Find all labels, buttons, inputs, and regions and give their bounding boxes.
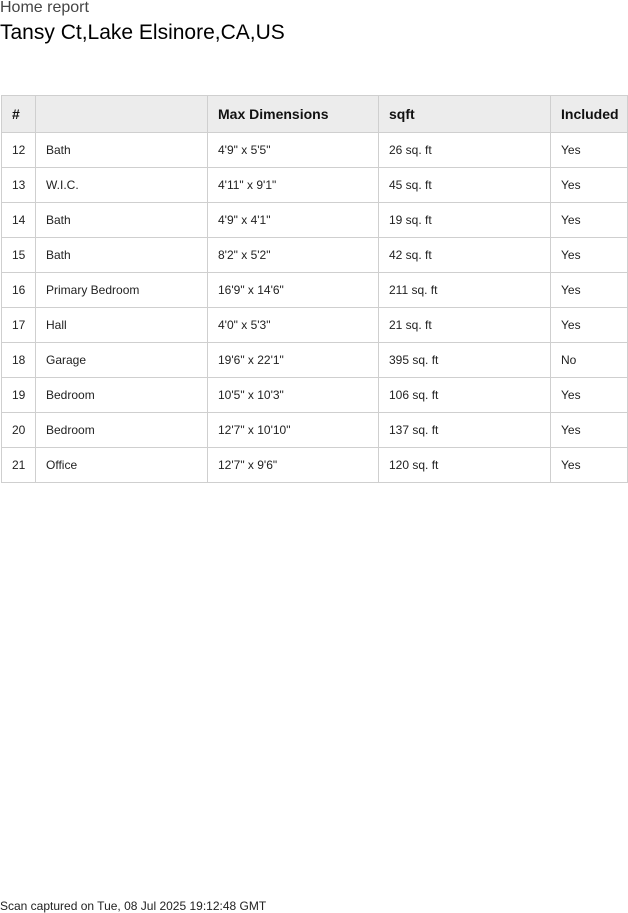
room-number: 18	[2, 343, 36, 378]
room-included: Yes	[551, 133, 628, 168]
room-sqft: 137 sq. ft	[379, 413, 551, 448]
room-number: 15	[2, 238, 36, 273]
report-subtitle: Home report	[0, 0, 89, 16]
column-header-max-dimensions: Max Dimensions	[208, 96, 379, 133]
room-dimensions: 4'9" x 4'1"	[208, 203, 379, 238]
room-name: Hall	[36, 308, 208, 343]
room-sqft: 106 sq. ft	[379, 378, 551, 413]
room-number: 17	[2, 308, 36, 343]
property-address-title: Tansy Ct,Lake Elsinore,CA,US	[0, 21, 285, 44]
room-included: Yes	[551, 413, 628, 448]
room-sqft: 395 sq. ft	[379, 343, 551, 378]
room-included: Yes	[551, 273, 628, 308]
column-header-room	[36, 96, 208, 133]
table-row	[2, 413, 628, 448]
room-sqft: 45 sq. ft	[379, 168, 551, 203]
room-number: 14	[2, 203, 36, 238]
table-row	[2, 133, 628, 168]
room-sqft: 211 sq. ft	[379, 273, 551, 308]
room-name: Garage	[36, 343, 208, 378]
table-row	[2, 238, 628, 273]
room-name: Primary Bedroom	[36, 273, 208, 308]
room-dimensions: 8'2" x 5'2"	[208, 238, 379, 273]
room-name: W.I.C.	[36, 168, 208, 203]
room-number: 20	[2, 413, 36, 448]
table-row	[2, 203, 628, 238]
room-included: Yes	[551, 308, 628, 343]
scan-timestamp: Scan captured on Tue, 08 Jul 2025 19:12:48 GMT	[0, 899, 267, 913]
room-dimensions: 4'9" x 5'5"	[208, 133, 379, 168]
rooms-table	[1, 95, 628, 483]
room-number: 12	[2, 133, 36, 168]
room-included: Yes	[551, 203, 628, 238]
room-included: Yes	[551, 238, 628, 273]
room-included: Yes	[551, 378, 628, 413]
room-number: 19	[2, 378, 36, 413]
room-name: Bath	[36, 203, 208, 238]
room-dimensions: 12'7" x 9'6"	[208, 448, 379, 483]
table-row	[2, 343, 628, 378]
room-dimensions: 16'9" x 14'6"	[208, 273, 379, 308]
room-dimensions: 19'6" x 22'1"	[208, 343, 379, 378]
room-sqft: 26 sq. ft	[379, 133, 551, 168]
room-number: 13	[2, 168, 36, 203]
column-header-included: Included	[551, 96, 628, 133]
table-header-row	[2, 96, 628, 133]
room-dimensions: 12'7" x 10'10"	[208, 413, 379, 448]
room-name: Bedroom	[36, 378, 208, 413]
room-included: No	[551, 343, 628, 378]
table-row	[2, 308, 628, 343]
table-row	[2, 378, 628, 413]
room-dimensions: 4'0" x 5'3"	[208, 308, 379, 343]
room-sqft: 42 sq. ft	[379, 238, 551, 273]
column-header-number: #	[2, 96, 36, 133]
room-sqft: 21 sq. ft	[379, 308, 551, 343]
room-number: 16	[2, 273, 36, 308]
column-header-sqft: sqft	[379, 96, 551, 133]
table-row	[2, 448, 628, 483]
room-sqft: 19 sq. ft	[379, 203, 551, 238]
room-name: Bath	[36, 238, 208, 273]
room-dimensions: 4'11" x 9'1"	[208, 168, 379, 203]
room-included: Yes	[551, 448, 628, 483]
table-row	[2, 273, 628, 308]
room-name: Bedroom	[36, 413, 208, 448]
table-row	[2, 168, 628, 203]
room-sqft: 120 sq. ft	[379, 448, 551, 483]
room-name: Bath	[36, 133, 208, 168]
room-name: Office	[36, 448, 208, 483]
room-included: Yes	[551, 168, 628, 203]
room-dimensions: 10'5" x 10'3"	[208, 378, 379, 413]
room-number: 21	[2, 448, 36, 483]
